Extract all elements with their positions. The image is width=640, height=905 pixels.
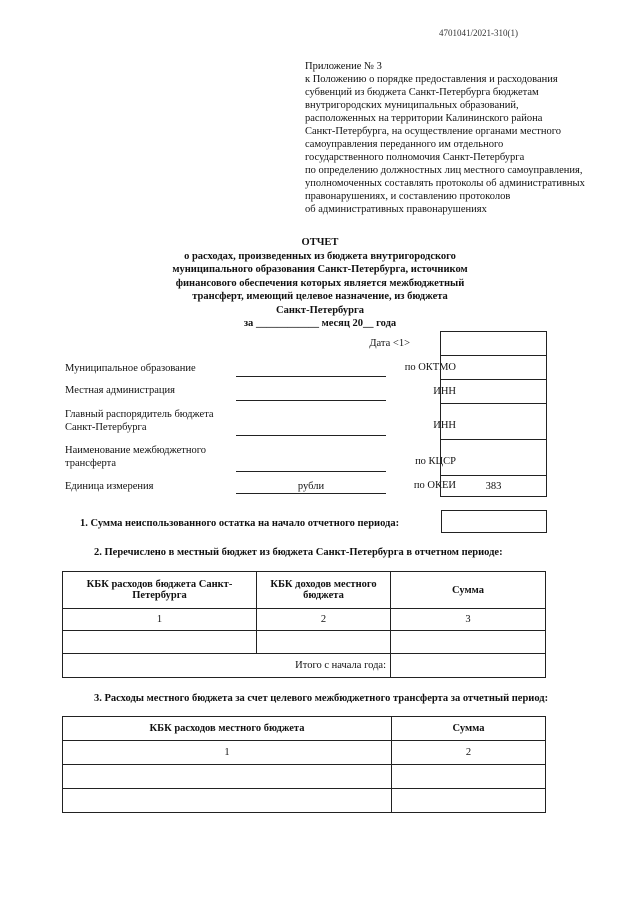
section3-title: 3. Расходы местного бюджета за счет целевого межбюджетного трансферта за отчетный период:: [94, 693, 549, 704]
kcsr-label: по КЦСР: [415, 456, 456, 467]
transfer-name-label-line1: Наименование межбюджетного: [65, 445, 206, 456]
period-blank[interactable]: ____________: [255, 318, 319, 329]
col-header-kbk-spb: КБК расходов бюджета Санкт-Петербурга: [63, 572, 257, 609]
report-subtitle-line: Санкт-Петербурга: [275, 304, 365, 316]
table-header-row: [63, 717, 546, 741]
inn-field-1[interactable]: [440, 379, 547, 404]
appendix-line: по определению должностных лиц местного самоуправления,: [305, 165, 583, 176]
chief-manager-label: [65, 408, 214, 434]
appendix-line: государственного полномочия Санкт-Петербурга: [305, 152, 525, 163]
appendix-line: расположенных на территории Калининского района: [305, 113, 543, 124]
administration-input[interactable]: [236, 400, 386, 401]
col-header-sum: Сумма: [391, 572, 546, 609]
section1-amount-field[interactable]: [441, 510, 547, 533]
report-subtitle-line: трансферт, имеющий целевое назначение, из бюджета: [192, 291, 448, 302]
transfer-name-label: [65, 444, 206, 470]
appendix-line: Приложение № 3: [305, 61, 382, 72]
col-number: 2: [392, 741, 546, 765]
appendix-line: правонарушениях, и составлению протоколов: [305, 191, 511, 202]
date-field[interactable]: [440, 331, 547, 356]
table-total-row: [63, 654, 546, 678]
table-row: [63, 765, 546, 789]
unit-underline: [236, 493, 386, 494]
period-suffix: месяц 20__ года: [321, 318, 397, 329]
appendix-line: об административных правонарушениях: [305, 204, 487, 215]
table-cell[interactable]: [257, 631, 391, 654]
transfer-name-input[interactable]: [236, 471, 386, 472]
col-header-kbk-local: КБК доходов местного бюджета: [257, 572, 391, 609]
period-prefix: за: [243, 318, 254, 329]
oktmo-label: по ОКТМО: [404, 362, 456, 373]
kcsr-field[interactable]: [440, 439, 547, 476]
administration-label: Местная администрация: [65, 385, 175, 396]
report-title: ОТЧЕТ: [301, 237, 339, 248]
col-header-kbk-local-expenses: КБК расходов местного бюджета: [63, 717, 392, 741]
chief-manager-label-line2: Санкт-Петербурга: [65, 422, 147, 433]
report-subtitle-line: муниципального образования Санкт-Петербурга, источником: [172, 264, 468, 275]
col-number: 3: [391, 609, 546, 631]
table-header-row: [63, 572, 546, 609]
chief-manager-input[interactable]: [236, 435, 386, 436]
unit-label: Единица измерения: [65, 481, 154, 492]
table-number-row: [63, 741, 546, 765]
unit-value: рубли: [297, 481, 325, 492]
report-subtitle-line: о расходах, произведенных из бюджета внутригородского: [184, 250, 456, 262]
table-row: [63, 631, 546, 654]
oktmo-field[interactable]: [440, 355, 547, 380]
col-number: 1: [63, 609, 257, 631]
inn-field-2[interactable]: [440, 403, 547, 440]
section3-table: [62, 716, 546, 813]
report-period: [0, 317, 640, 331]
appendix-line: Санкт-Петербурга, на осуществление органами местного: [305, 126, 562, 137]
col-number: 2: [257, 609, 391, 631]
section1-title: 1. Сумма неиспользованного остатка на начало отчетного периода:: [80, 518, 400, 529]
appendix-line: уполномоченных составлять протоколы об административных: [305, 178, 585, 189]
appendix-line: субвенций из бюджета Санкт-Петербурга бюджетам: [305, 87, 539, 98]
table-cell[interactable]: [392, 765, 546, 789]
table-cell[interactable]: [391, 631, 546, 654]
appendix-line: внутригородских муниципальных образований,: [305, 100, 519, 111]
col-number: 1: [63, 741, 392, 765]
municipality-input[interactable]: [236, 376, 386, 377]
inn-label-2: ИНН: [433, 420, 456, 431]
date-label: Дата <1>: [369, 338, 410, 349]
okei-label: по ОКЕИ: [413, 480, 456, 491]
total-label: Итого с начала года:: [63, 654, 391, 678]
appendix-line: к Положению о порядке предоставления и расходования: [305, 74, 558, 85]
appendix-block: [305, 60, 605, 216]
total-value[interactable]: [391, 654, 546, 678]
appendix-line: самоуправления переданного им отдельного: [305, 139, 504, 150]
table-cell[interactable]: [63, 789, 392, 813]
chief-manager-label-line1: Главный распорядитель бюджета: [65, 409, 214, 420]
report-title-block: [0, 236, 640, 331]
table-row: [63, 789, 546, 813]
table-cell[interactable]: [63, 631, 257, 654]
okei-field[interactable]: 383: [440, 475, 547, 497]
table-number-row: [63, 609, 546, 631]
col-header-sum: Сумма: [392, 717, 546, 741]
section2-title: 2. Перечислено в местный бюджет из бюджета Санкт-Петербурга в отчетном периоде:: [94, 547, 503, 558]
report-subtitle-line: финансового обеспечения которых является межбюджетный: [175, 277, 465, 289]
section2-table: [62, 571, 546, 678]
document-number: 4701041/2021-310(1): [439, 28, 518, 38]
table-cell[interactable]: [392, 789, 546, 813]
transfer-name-label-line2: трансферта: [65, 458, 116, 469]
inn-label-1: ИНН: [433, 386, 456, 397]
table-cell[interactable]: [63, 765, 392, 789]
municipality-label: Муниципальное образование: [65, 363, 196, 374]
